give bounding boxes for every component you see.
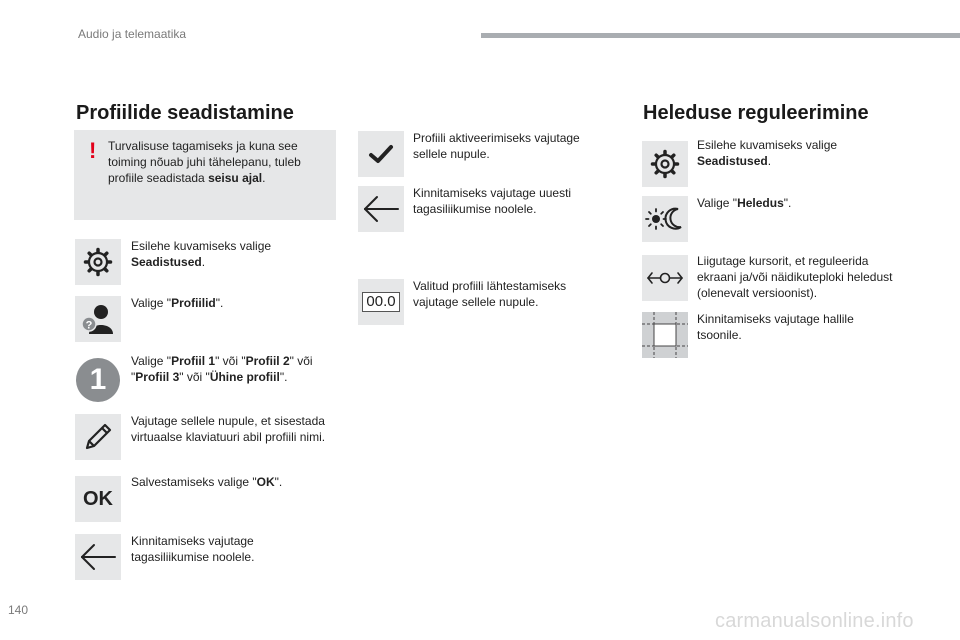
slider-cursor-icon[interactable] (642, 255, 688, 301)
mid-step-activate-text: Profiili aktiveerimiseks vajutage sellele nupule. (413, 131, 580, 161)
number-one-icon: 1 (76, 358, 120, 402)
brightness-step-confirm-text: Kinnitamiseks vajutage hallile tsoonile. (697, 312, 854, 342)
brightness-step-slider-text: Liigutage kursorit, et reguleerida ekraani ja/või näidikuteploki heledust (olenevalt versioonist). (697, 254, 893, 300)
brightness-step-select-text: Valige "Heledus". (697, 196, 792, 210)
gear-icon[interactable] (75, 239, 121, 285)
back-arrow-icon[interactable] (75, 534, 121, 580)
step-confirm-text: Kinnitamiseks vajutage tagasiliikumise noolele. (131, 534, 255, 564)
ok-icon[interactable]: OK (75, 476, 121, 522)
brightness-step-settings-text: Esilehe kuvamiseks valige Seadistused. (697, 138, 838, 168)
gear-icon[interactable] (642, 141, 688, 187)
mid-step-reset-text: Valitud profiili lähtestamiseks vajutage sellele nupule. (413, 279, 567, 309)
step-name-text: Vajutage sellele nupule, et sisestada virtuaalse klaviatuuri abil profiili nimi. (131, 414, 326, 444)
step-save-text: Salvestamiseks valige "OK". (131, 475, 283, 489)
back-arrow-icon[interactable] (358, 186, 404, 232)
step-select-profile-text: Valige "Profiil 1" või "Profiil 2" või "Profiil 3" või "Ühine profiil". (131, 354, 313, 384)
profiles-title: Profiilide seadistamine (76, 102, 294, 124)
profile-question-icon[interactable] (75, 296, 121, 342)
warning-text: Turvalisuse tagamiseks ja kuna see toiming nõuab juhi tähelepanu, tuleb profiile seadistada seisu ajal. (108, 139, 301, 185)
brightness-title: Heleduse reguleerimine (643, 102, 869, 124)
reset-counter-icon[interactable]: 00.0 (358, 279, 404, 325)
grey-zone-icon[interactable] (642, 312, 688, 358)
watermark: carmanualsonline.info (715, 610, 914, 632)
header-bar (481, 33, 960, 38)
checkmark-icon[interactable] (358, 131, 404, 177)
mid-step-confirm-text: Kinnitamiseks vajutage uuesti tagasiliikumise noolele. (413, 186, 572, 216)
page-number: 140 (8, 603, 29, 617)
svg-text:?: ? (85, 319, 93, 332)
sun-moon-icon[interactable] (642, 196, 688, 242)
pencil-icon[interactable] (75, 414, 121, 460)
header-title: Audio ja telemaatika (78, 27, 187, 41)
warning-icon: ! (89, 138, 97, 163)
step-settings-text: Esilehe kuvamiseks valige Seadistused. (131, 239, 272, 269)
step-profiles-text: Valige "Profiilid". (131, 296, 224, 310)
